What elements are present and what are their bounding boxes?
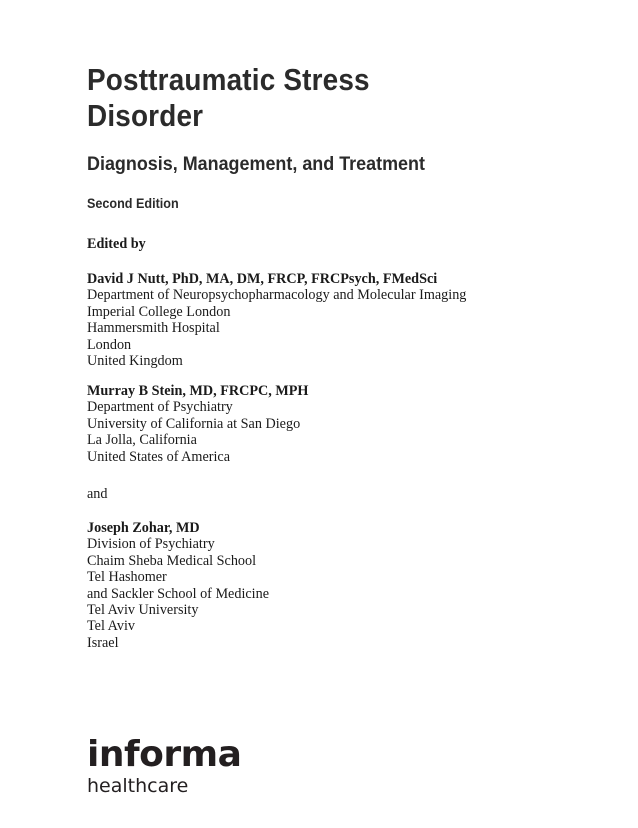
affiliation-line: London <box>87 336 132 353</box>
book-subtitle: Diagnosis, Management, and Treatment <box>87 153 425 175</box>
editor-block-1 <box>87 271 607 369</box>
editor-name: Joseph Zohar, MD <box>87 520 200 536</box>
affiliation-line: Imperial College London <box>87 303 231 320</box>
title-page <box>87 0 607 828</box>
affiliation-line: Tel Aviv University <box>87 602 199 619</box>
editor-block-3 <box>87 520 607 651</box>
editor-block-2 <box>87 383 607 465</box>
editor-name: David J Nutt, PhD, MA, DM, FRCP, FRCPsych, FMedSci <box>87 271 438 287</box>
affiliation-line: Chaim Sheba Medical School <box>87 552 257 569</box>
and-conjunction: and <box>87 486 108 502</box>
edition-label: Second Edition <box>87 195 179 211</box>
affiliation-line: Division of Psychiatry <box>87 536 215 553</box>
book-title-line-1: Posttraumatic Stress <box>87 62 370 97</box>
publisher-division: healthcare <box>87 775 189 797</box>
book-title-line-2: Disorder <box>87 98 204 133</box>
publisher-logo <box>87 735 241 797</box>
affiliation-line: Israel <box>87 634 119 651</box>
affiliation-line: Tel Hashomer <box>87 569 167 586</box>
affiliation-line: and Sackler School of Medicine <box>87 585 270 602</box>
editor-name: Murray B Stein, MD, FRCPC, MPH <box>87 383 309 399</box>
edited-by-label: Edited by <box>87 236 146 252</box>
book-title <box>87 62 370 134</box>
affiliation-line: Tel Aviv <box>87 618 135 635</box>
affiliation-line: Hammersmith Hospital <box>87 320 220 337</box>
affiliation-line: Department of Psychiatry <box>87 399 233 416</box>
publisher-name: informa <box>87 734 242 775</box>
affiliation-line: La Jolla, California <box>87 432 197 449</box>
affiliation-line: United States of America <box>87 448 231 465</box>
affiliation-line: University of California at San Diego <box>87 415 301 432</box>
affiliation-line: Department of Neuropsychopharmacology and Molecular Imaging <box>87 287 467 304</box>
affiliation-line: United Kingdom <box>87 353 183 370</box>
